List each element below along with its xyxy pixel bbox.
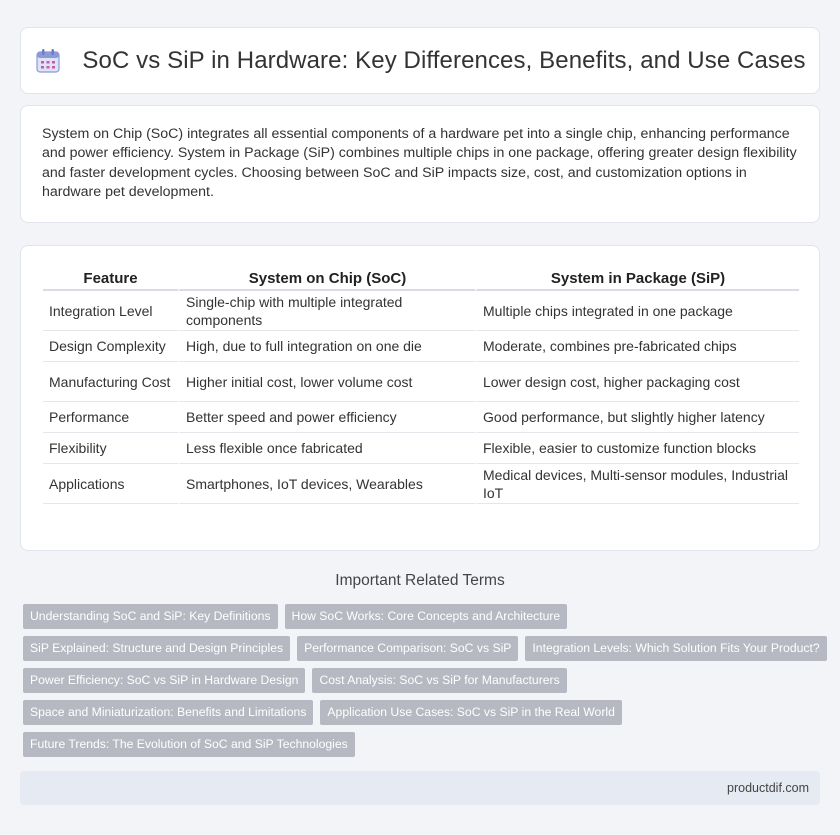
footer-site-link[interactable]: productdif.com [727,781,809,795]
calendar-icon [34,47,62,75]
related-term-tag[interactable]: How SoC Works: Core Concepts and Architecture [285,604,568,629]
header-feature: Feature [43,266,178,291]
sip-cell: Medical devices, Multi-sensor modules, Industrial IoT [475,464,799,504]
table-row [43,433,799,464]
related-term-tag[interactable]: Cost Analysis: SoC vs SiP for Manufacturers [312,668,566,693]
header-soc: System on Chip (SoC) [178,266,475,291]
feature-cell: Applications [43,464,178,504]
sip-cell: Multiple chips integrated in one package [475,291,799,331]
feature-cell: Flexibility [43,433,178,464]
related-terms-title: Important Related Terms [335,572,505,589]
tag-row [23,604,823,629]
soc-cell: High, due to full integration on one die [178,331,475,362]
related-term-tag[interactable]: SiP Explained: Structure and Design Principles [23,636,290,661]
page-title: SoC vs SiP in Hardware: Key Differences, Benefits, and Use Cases [82,46,806,74]
sip-cell: Good performance, but slightly higher latency [475,402,799,433]
intro-text: System on Chip (SoC) integrates all essential components of a hardware pet into a single chip, enhancing performance and power efficiency. System in Package (SiP) combines multiple chips in one package, offering greater design flexibility and faster development cycles. Choosing between SoC and SiP impacts size, cost, and customization options in hardware pet development. [42,126,797,200]
tag-row [23,668,823,693]
sip-cell: Moderate, combines pre-fabricated chips [475,331,799,362]
related-terms-tags [23,604,823,764]
table-row [43,402,799,433]
comparison-table-card [20,245,820,551]
feature-cell: Performance [43,402,178,433]
soc-cell: Smartphones, IoT devices, Wearables [178,464,475,504]
soc-cell: Higher initial cost, lower volume cost [178,362,475,402]
related-term-tag[interactable]: Future Trends: The Evolution of SoC and SiP Technologies [23,732,355,757]
related-term-tag[interactable]: Integration Levels: Which Solution Fits Your Product? [525,636,826,661]
related-term-tag[interactable]: Understanding SoC and SiP: Key Definitions [23,604,278,629]
soc-cell: Single-chip with multiple integrated components [178,291,475,331]
feature-cell: Design Complexity [43,331,178,362]
sip-cell: Flexible, easier to customize function blocks [475,433,799,464]
table-row [43,331,799,362]
table-row [43,362,799,402]
related-term-tag[interactable]: Space and Miniaturization: Benefits and Limitations [23,700,313,725]
header-sip: System in Package (SiP) [475,266,799,291]
tag-row [23,636,823,661]
table-header-row [43,266,799,291]
related-term-tag[interactable]: Performance Comparison: SoC vs SiP [297,636,518,661]
footer [20,771,820,805]
related-term-tag[interactable]: Power Efficiency: SoC vs SiP in Hardware Design [23,668,305,693]
tag-row [23,700,823,725]
related-term-tag[interactable]: Application Use Cases: SoC vs SiP in the Real World [320,700,621,725]
soc-cell: Less flexible once fabricated [178,433,475,464]
tag-row [23,732,823,757]
intro-card [20,105,820,223]
header-card [20,27,820,94]
comparison-table [43,266,799,504]
feature-cell: Integration Level [43,291,178,331]
table-row [43,464,799,504]
soc-cell: Better speed and power efficiency [178,402,475,433]
sip-cell: Lower design cost, higher packaging cost [475,362,799,402]
table-row [43,291,799,331]
feature-cell: Manufacturing Cost [43,362,178,402]
